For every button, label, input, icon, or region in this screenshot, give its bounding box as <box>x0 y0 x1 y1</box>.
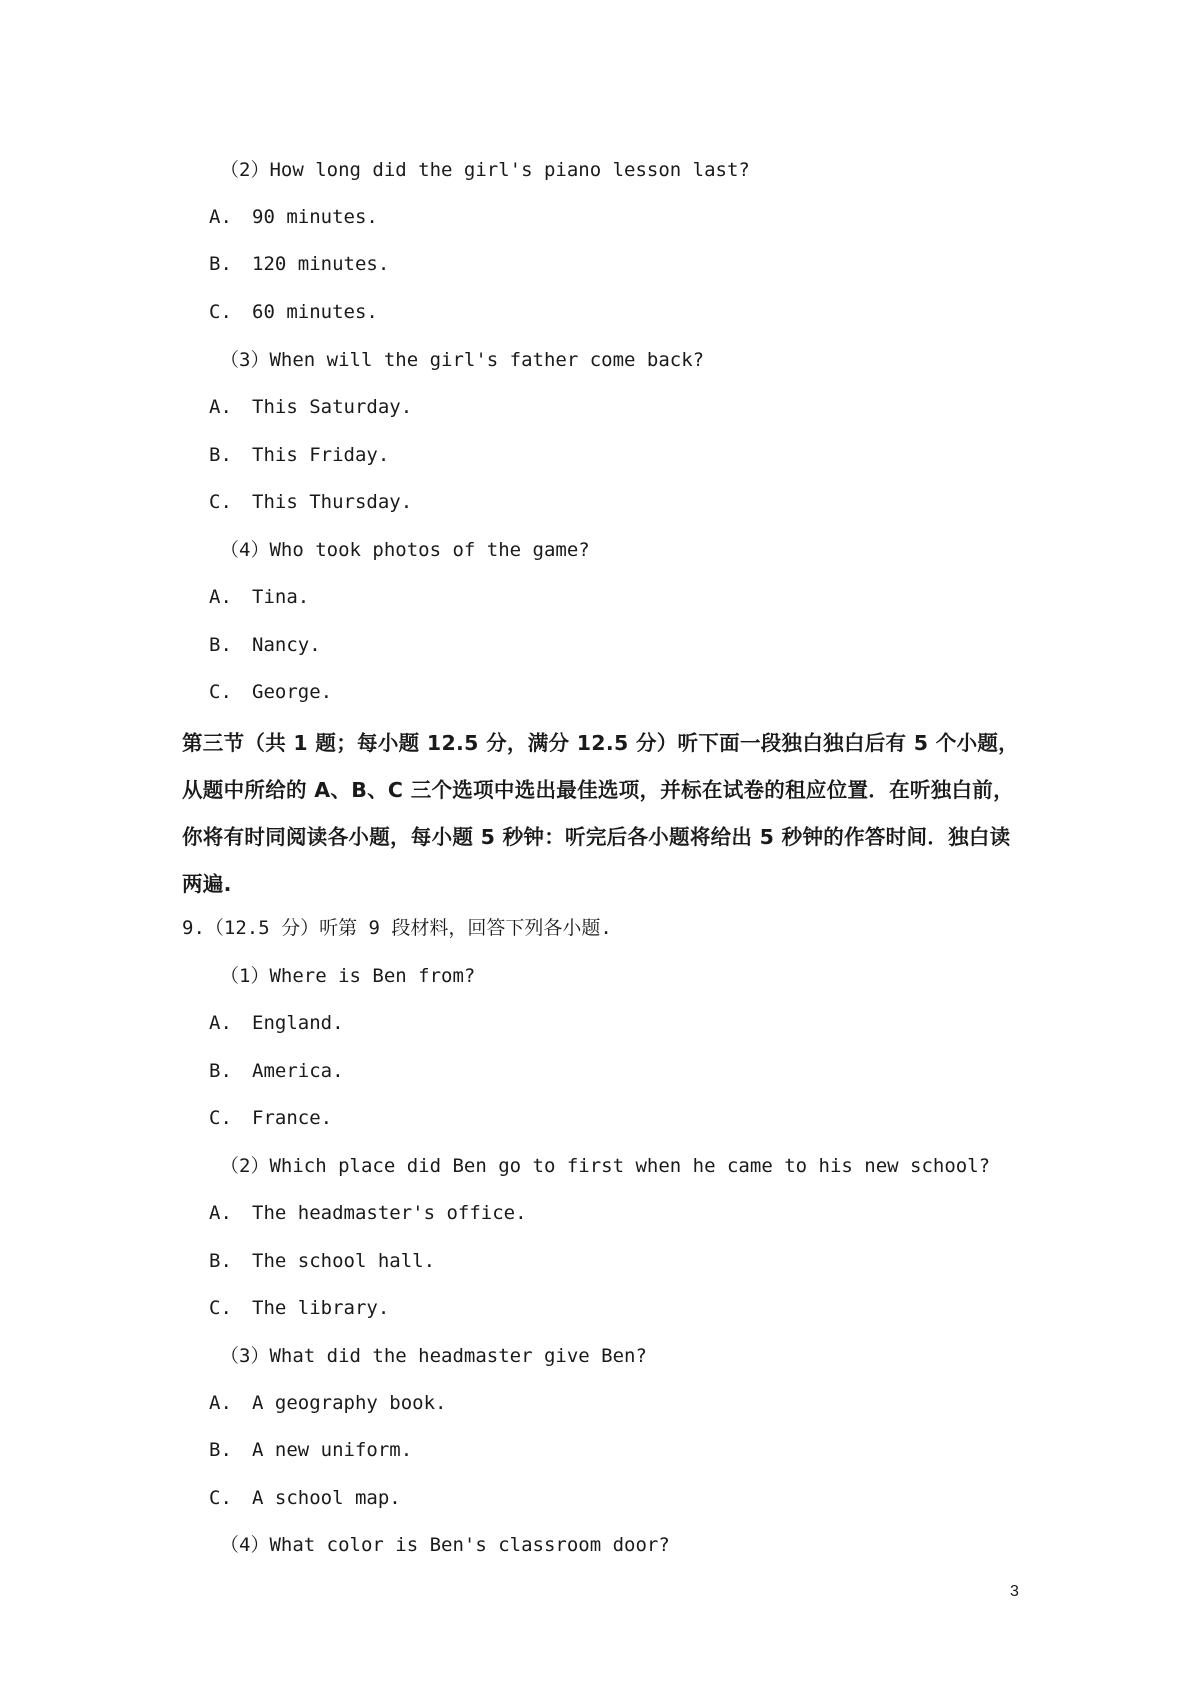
option-letter: A. <box>209 1012 232 1034</box>
option-letter: C. <box>209 491 232 513</box>
option-c <box>209 1106 332 1130</box>
option-letter: A. <box>209 1202 232 1224</box>
option-text: A school map. <box>252 1487 401 1509</box>
option-text: 90 minutes. <box>252 206 378 228</box>
question-prompt: （4）What color is Ben's classroom door? <box>220 1534 670 1556</box>
option-b <box>209 443 389 467</box>
option-text: France. <box>252 1107 333 1129</box>
question-prompt: （3）What did the headmaster give Ben? <box>220 1345 647 1367</box>
option-letter: C. <box>209 681 232 703</box>
section-instructions: 第三节（共 1 题；每小题 12.5 分，满分 12.5 分）听下面一段独白独白后有 5 个小题，从题中所给的 A、B、C 三个选项中选出最佳选项，并标在试卷的租应位置．在听独白前，你将有时同阅读各小题，每小题 5 秒钟：听完后各小题将给出 5 秒钟的作答时间．独白读两遍. <box>182 731 1019 896</box>
option-text: The headmaster's office. <box>252 1202 527 1224</box>
page-number: 3 <box>1010 1583 1019 1600</box>
option-text: A geography book. <box>252 1392 447 1414</box>
option-text: This Friday. <box>252 444 390 466</box>
option-letter: B. <box>209 1060 232 1082</box>
option-b <box>209 633 321 657</box>
option-letter: C. <box>209 1297 232 1319</box>
option-b <box>209 252 389 276</box>
option-a <box>209 1011 344 1035</box>
option-c <box>209 1486 401 1510</box>
option-a <box>209 585 309 609</box>
option-letter: B. <box>209 1439 232 1461</box>
option-text: The school hall. <box>252 1250 436 1272</box>
option-letter: B. <box>209 1250 232 1272</box>
option-c <box>209 680 332 704</box>
option-text: America. <box>252 1060 344 1082</box>
option-text: 60 minutes. <box>252 301 378 323</box>
option-b <box>209 1438 412 1462</box>
option-text: England. <box>252 1012 344 1034</box>
question-prompt: （4）Who took photos of the game? <box>220 539 590 561</box>
option-letter: B. <box>209 444 232 466</box>
option-a <box>209 205 378 229</box>
option-letter: B. <box>209 253 232 275</box>
option-text: This Thursday. <box>252 491 413 513</box>
option-c <box>209 1296 389 1320</box>
question-prompt: （1）Where is Ben from? <box>220 965 476 987</box>
option-letter: A. <box>209 206 232 228</box>
option-letter: C. <box>209 301 232 323</box>
option-text: The library. <box>252 1297 390 1319</box>
option-letter: A. <box>209 396 232 418</box>
option-b <box>209 1059 344 1083</box>
option-b <box>209 1249 435 1273</box>
option-text: This Saturday. <box>252 396 413 418</box>
option-letter: A. <box>209 1392 232 1414</box>
option-text: Nancy. <box>252 634 321 656</box>
option-text: A new uniform. <box>252 1439 413 1461</box>
question-prompt: （2）How long did the girl's piano lesson last? <box>220 159 750 181</box>
option-a <box>209 1391 446 1415</box>
option-text: Tina. <box>252 586 310 608</box>
question-prompt: （2）Which place did Ben go to first when he came to his new school? <box>220 1155 991 1177</box>
option-letter: C. <box>209 1487 232 1509</box>
option-c <box>209 490 412 514</box>
option-letter: A. <box>209 586 232 608</box>
option-letter: B. <box>209 634 232 656</box>
question-prompt: （3）When will the girl's father come back? <box>220 349 705 371</box>
option-c <box>209 300 378 324</box>
option-text: George. <box>252 681 333 703</box>
question-header: 9.（12.5 分）听第 9 段材料，回答下列各小题. <box>182 917 612 939</box>
option-text: 120 minutes. <box>252 253 390 275</box>
option-a <box>209 1201 527 1225</box>
option-letter: C. <box>209 1107 232 1129</box>
option-a <box>209 395 412 419</box>
